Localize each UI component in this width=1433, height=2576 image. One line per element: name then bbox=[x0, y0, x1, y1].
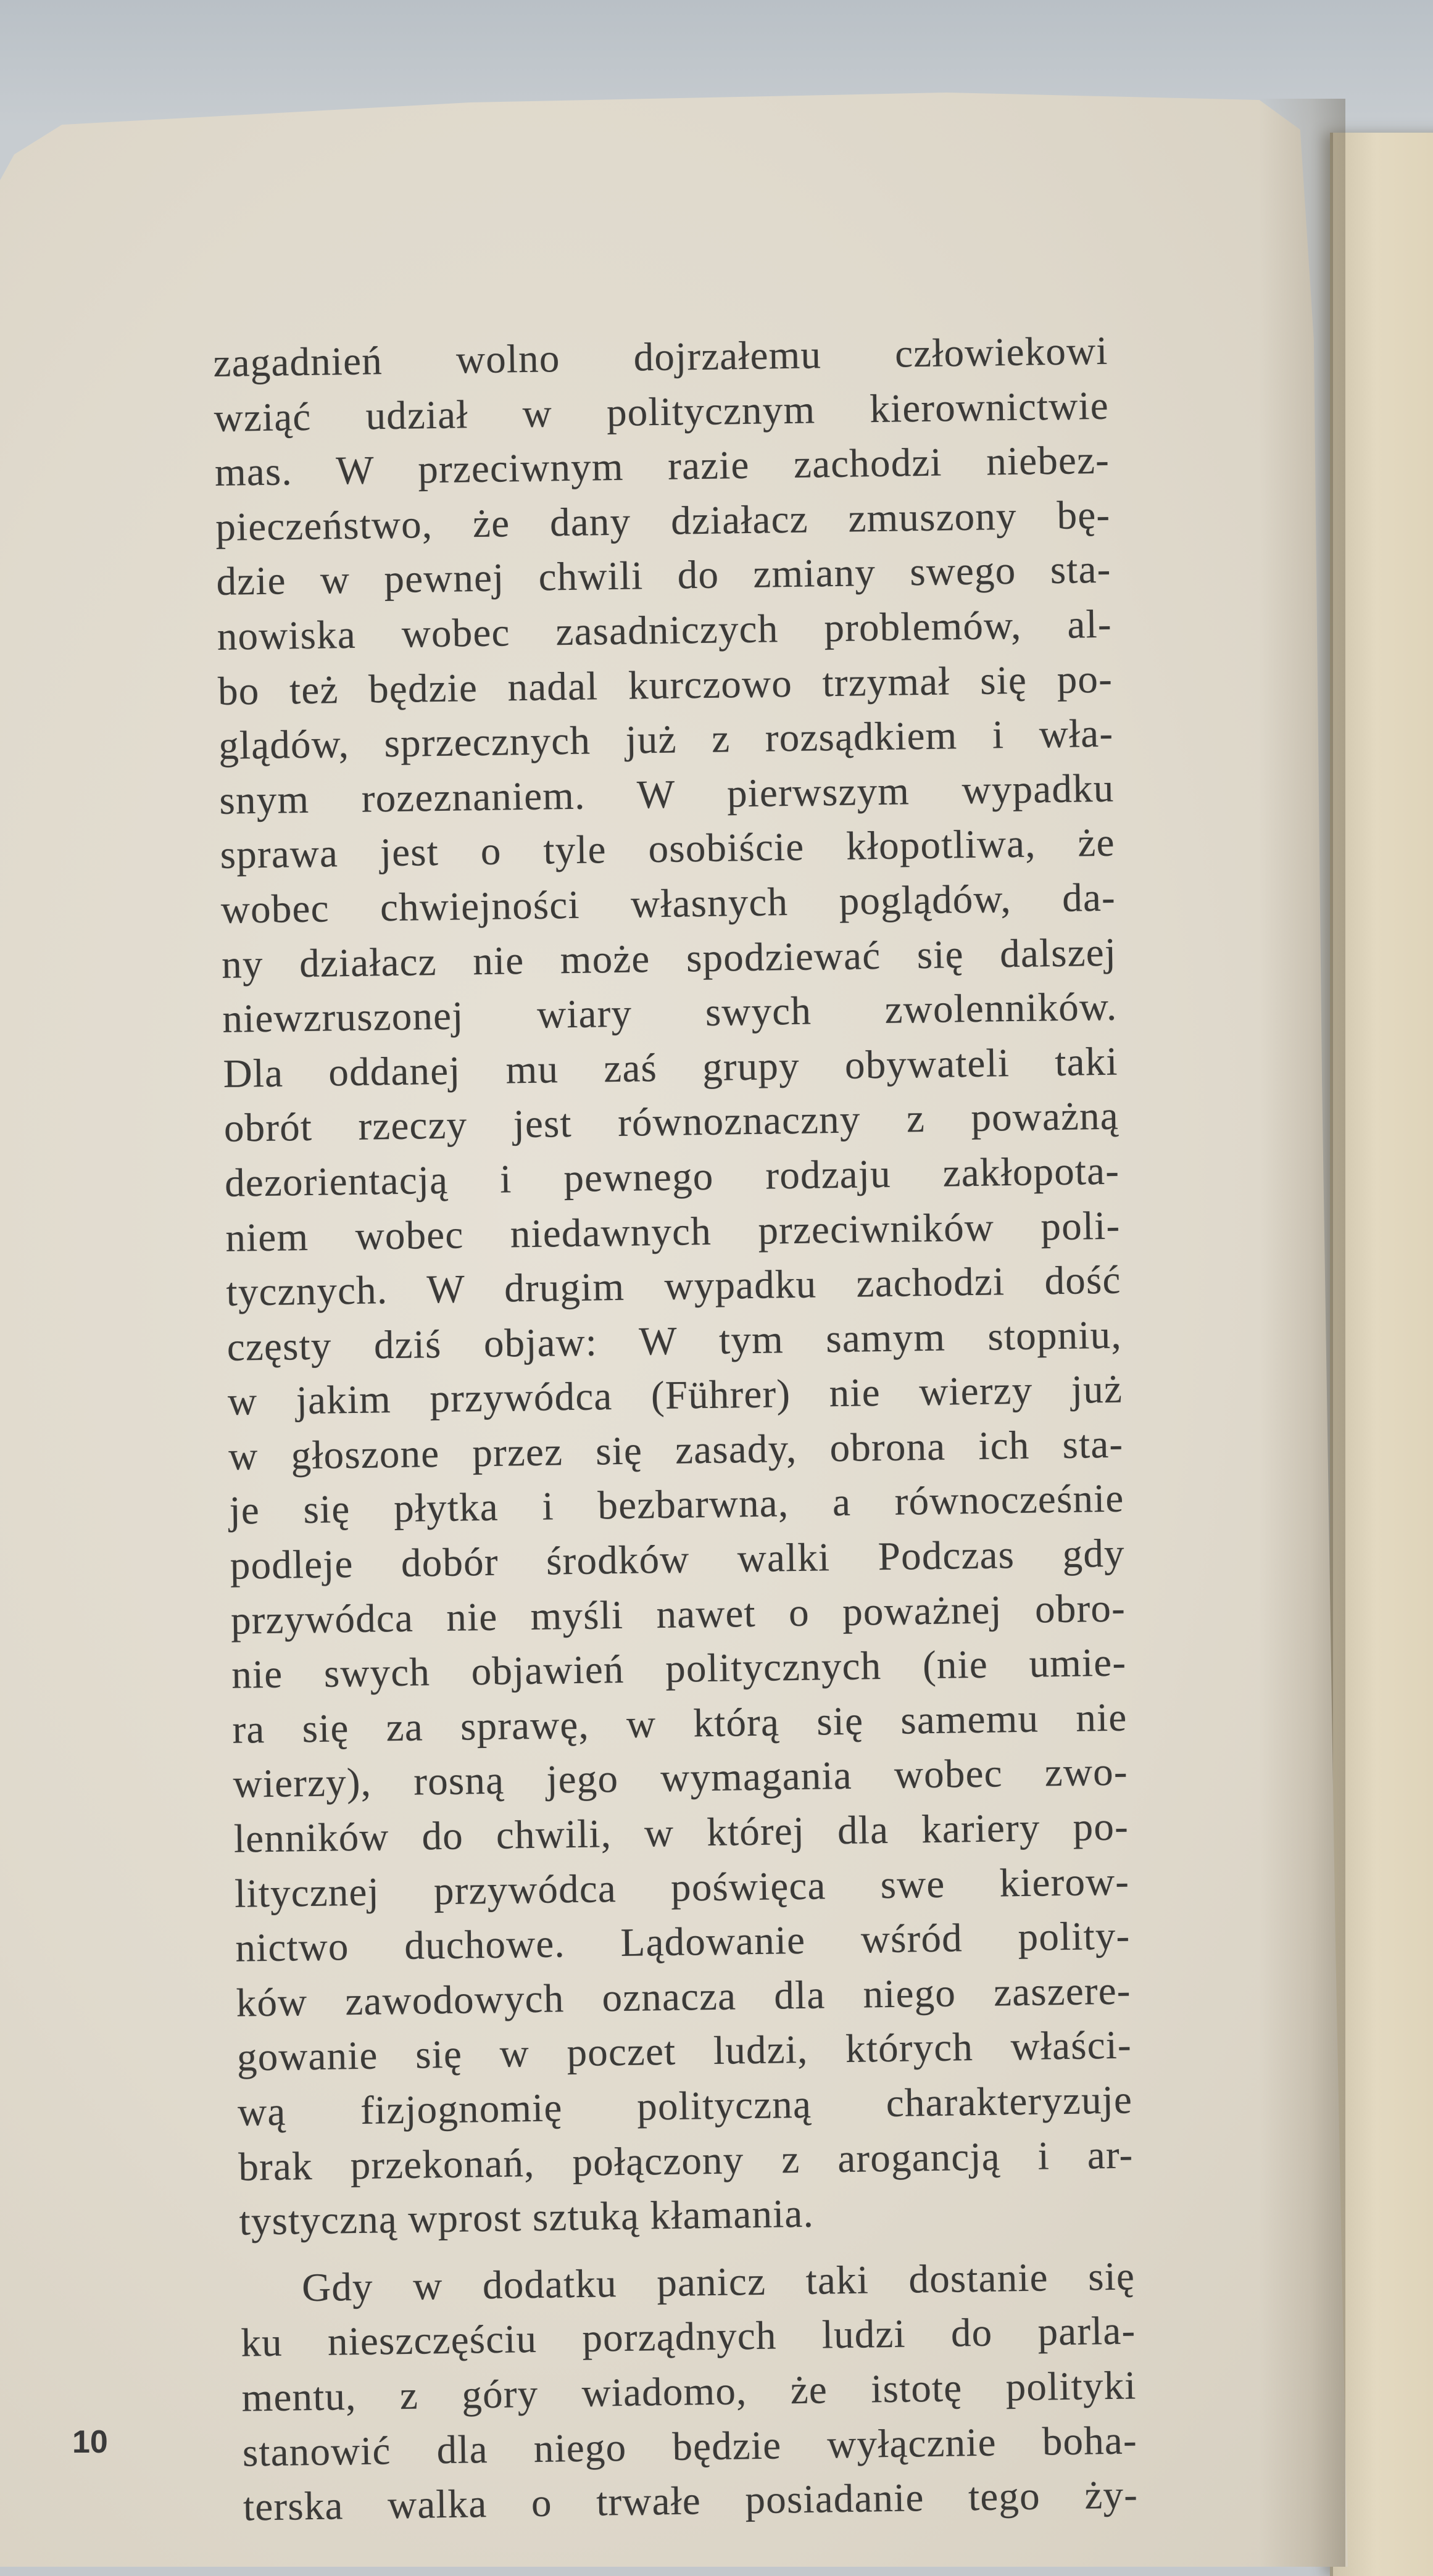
page-text bbox=[213, 324, 1139, 2535]
text-line: gowanie się w poczet ludzi, których właści- bbox=[236, 2023, 1132, 2081]
text-line: je się płytka i bezbarwna, a równocześnie bbox=[229, 1476, 1124, 1534]
text-line: częsty dziś objaw: W tym samym stopniu, bbox=[226, 1312, 1123, 1370]
text-line: nowiska wobec zasadniczych problemów, al- bbox=[217, 602, 1113, 659]
text-line: sprawa jest o tyle osobiście kłopotliwa, że bbox=[220, 821, 1116, 878]
text-line: lenników do chwili, w której dla kariery po- bbox=[233, 1804, 1129, 1862]
text-line: przywódca nie myśli nawet o poważnej obro- bbox=[230, 1586, 1126, 1643]
text-line: snym rozeznaniem. W pierwszym wypadku bbox=[219, 766, 1115, 823]
text-line: mas. W przeciwnym razie zachodzi niebez- bbox=[214, 437, 1110, 495]
text-line: podleje dobór środków walki Podczas gdy bbox=[230, 1531, 1126, 1588]
page-number: 10 bbox=[72, 2424, 108, 2460]
text-line: ku nieszczęściu porządnych ludzi do parla- bbox=[240, 2308, 1136, 2366]
text-line: wą fizjognomię polityczną charakteryzuje bbox=[237, 2077, 1133, 2135]
text-line: ny działacz nie może spodziewać się dalszej bbox=[221, 930, 1117, 987]
paragraph-2 bbox=[240, 2249, 1139, 2535]
text-line: niewzruszonej wiary swych zwolenników. bbox=[222, 984, 1118, 1042]
text-line: Dla oddanej mu zaś grupy obywateli taki bbox=[223, 1039, 1119, 1096]
text-line: nictwo duchowe. Lądowanie wśród polity- bbox=[235, 1913, 1131, 1971]
text-line: terska walka o trwałe posiadanie tego ży- bbox=[243, 2472, 1139, 2530]
adjacent-page-edge bbox=[1330, 133, 1433, 2576]
text-line: w jakim przywódca (Führer) nie wierzy już bbox=[227, 1367, 1123, 1425]
text-line: mentu, z góry wiadomo, że istotę polityki bbox=[241, 2363, 1137, 2421]
text-line: glądów, sprzecznych już z rozsądkiem i wła- bbox=[218, 711, 1114, 769]
text-line: brak przekonań, połączony z arogancją i ar- bbox=[238, 2132, 1134, 2190]
text-line: Gdy w dodatku panicz taki dostanie się bbox=[301, 2254, 1136, 2311]
text-line: obrót rzeczy jest równoznaczny z poważną bbox=[223, 1093, 1119, 1151]
text-line: zagadnień wolno dojrzałemu człowiekowi bbox=[213, 328, 1108, 386]
text-line: w głoszone przez się zasady, obrona ich sta- bbox=[228, 1422, 1124, 1479]
text-line: wobec chwiejności własnych poglądów, da- bbox=[220, 875, 1116, 932]
text-line: wziąć udział w politycznym kierownictwie bbox=[214, 383, 1110, 441]
text-line: stanowić dla niego będzie wyłącznie boha- bbox=[242, 2417, 1138, 2475]
text-line: tystyczną wprost sztuką kłamania. bbox=[239, 2191, 815, 2244]
text-line: pieczeństwo, że dany działacz zmuszony bę- bbox=[215, 492, 1111, 550]
text-line: wierzy), rosną jego wymagania wobec zwo- bbox=[233, 1749, 1129, 1807]
text-line: tycznych. W drugim wypadku zachodzi dość bbox=[226, 1257, 1122, 1315]
text-line: ra się za sprawę, w którą się samemu nie bbox=[232, 1695, 1128, 1752]
text-line: nie swych objawień politycznych (nie umie- bbox=[231, 1640, 1127, 1698]
text-line: dzie w pewnej chwili do zmiany swego sta- bbox=[216, 547, 1111, 605]
text-line: litycznej przywódca poświęca swe kierow- bbox=[234, 1859, 1130, 1916]
paragraph-1 bbox=[213, 324, 1134, 2250]
text-line: ków zawodowych oznacza dla niego zaszere- bbox=[236, 1968, 1132, 2026]
text-line: dezorientacją i pewnego rodzaju zakłopota- bbox=[224, 1148, 1120, 1206]
text-line: niem wobec niedawnych przeciwników poli- bbox=[225, 1203, 1121, 1261]
text-line: bo też będzie nadal kurczowo trzymał się po- bbox=[217, 656, 1113, 714]
